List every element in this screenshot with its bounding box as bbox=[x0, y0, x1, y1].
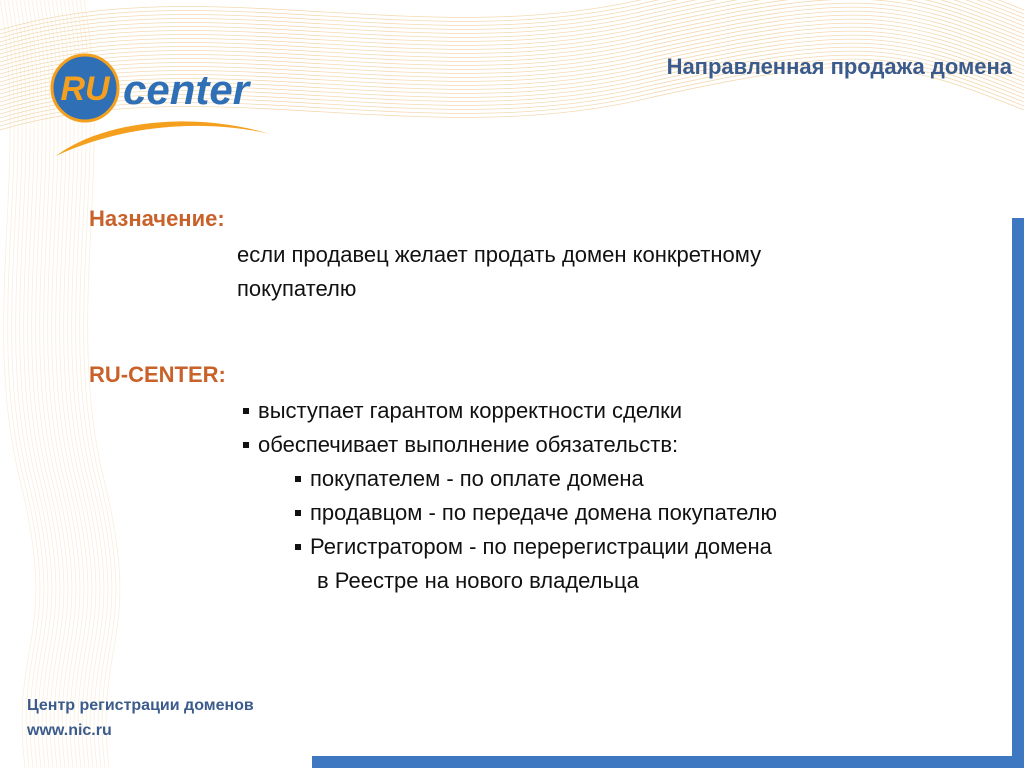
logo-word-text: center bbox=[123, 66, 250, 113]
bullet-square-icon bbox=[243, 408, 249, 414]
bullet-text: продавцом - по передаче домена покупателю bbox=[310, 500, 778, 525]
bullet-square-icon bbox=[295, 544, 301, 550]
sub-list-item bbox=[295, 496, 777, 530]
ru-center-logo bbox=[50, 52, 280, 162]
sub-list-item bbox=[295, 462, 644, 496]
rucenter-label: RU-CENTER: bbox=[89, 362, 226, 387]
bullet-text: обеспечивает выполнение обязательств: bbox=[258, 432, 679, 457]
sub-list-continuation: в Реестре на нового владельца bbox=[317, 568, 639, 593]
slide-title: Направленная продажа домена bbox=[666, 54, 1012, 79]
bullet-square-icon bbox=[243, 442, 249, 448]
sub-list-item bbox=[295, 530, 772, 564]
footer-org-name: Центр регистрации доменов bbox=[27, 697, 254, 714]
right-accent-bar bbox=[1012, 218, 1024, 768]
bullet-text: покупателем - по оплате домена bbox=[310, 466, 644, 491]
bullet-text: выступает гарантом корректности сделки bbox=[258, 398, 683, 423]
purpose-line-2: покупателю bbox=[237, 276, 357, 301]
footer-website-link[interactable]: www.nic.ru bbox=[27, 722, 112, 739]
logo-graphic bbox=[50, 52, 280, 162]
bullet-text: Регистратором - по перерегистрации домена bbox=[310, 534, 772, 559]
logo-badge-text: RU bbox=[60, 70, 110, 108]
bullet-square-icon bbox=[295, 510, 301, 516]
purpose-line-1: если продавец желает продать домен конкретному bbox=[237, 242, 762, 267]
list-item bbox=[243, 428, 678, 462]
bullet-square-icon bbox=[295, 476, 301, 482]
purpose-label: Назначение: bbox=[89, 206, 225, 231]
logo-swoosh bbox=[56, 121, 270, 156]
list-item bbox=[243, 394, 682, 428]
bottom-accent-bar bbox=[312, 756, 1024, 768]
